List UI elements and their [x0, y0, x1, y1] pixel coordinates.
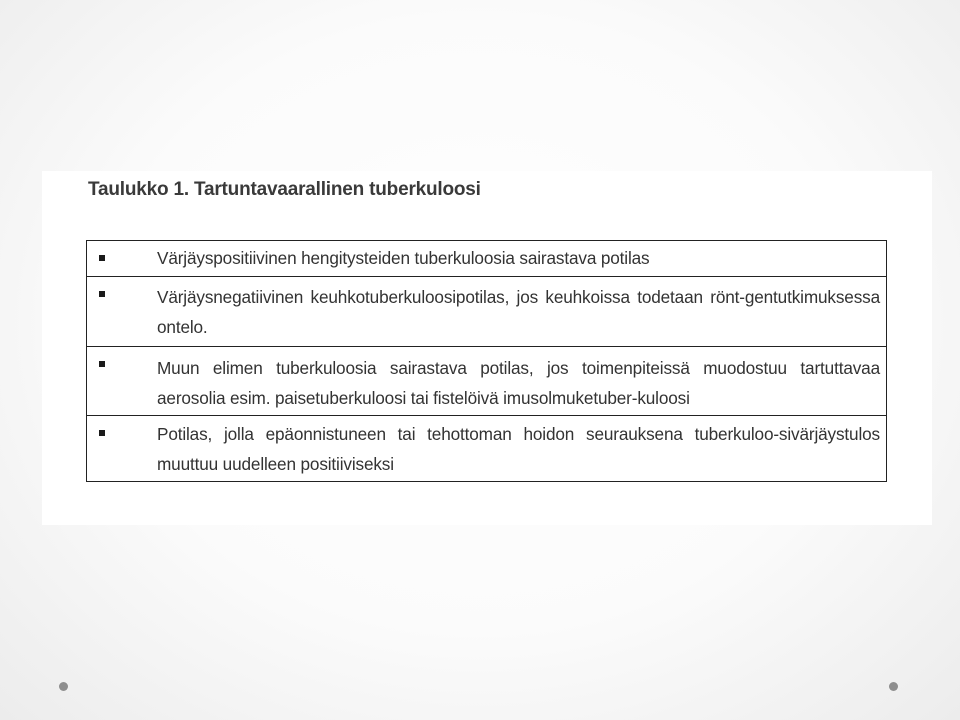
table-title: Taulukko 1. Tartuntavaarallinen tuberkuloosi [88, 179, 481, 200]
table-row [87, 241, 887, 277]
table-row [87, 277, 887, 347]
bullet-cell [87, 416, 156, 482]
square-bullet-icon [99, 430, 105, 436]
bullet-cell [87, 277, 156, 347]
decorative-dot-icon [59, 682, 68, 691]
square-bullet-icon [99, 255, 105, 261]
table-row [87, 416, 887, 482]
bullet-table [86, 240, 887, 482]
row-text: Potilas, jolla epäonnistuneen tai tehottoman hoidon seurauksena tuberkuloo-sivärjäystulos muuttuu uudelleen positiiviseksi [155, 416, 887, 482]
row-text: Värjäyspositiivinen hengitysteiden tuberkuloosia sairastava potilas [155, 241, 887, 277]
row-text: Muun elimen tuberkuloosia sairastava potilas, jos toimenpiteissä muodostuu tartuttavaa aerosolia esim. paisetuberkuloosi tai fistelöivä imusolmuketuber-kuloosi [155, 347, 887, 416]
square-bullet-icon [99, 361, 105, 367]
decorative-dot-icon [889, 682, 898, 691]
row-text: Värjäysnegatiivinen keuhkotuberkuloosipotilas, jos keuhkoissa todetaan rönt-gentutkimuksessa ontelo. [155, 277, 887, 347]
bullet-cell [87, 241, 156, 277]
square-bullet-icon [99, 291, 105, 297]
table-figure [42, 171, 932, 525]
bullet-cell [87, 347, 156, 416]
table-row [87, 347, 887, 416]
